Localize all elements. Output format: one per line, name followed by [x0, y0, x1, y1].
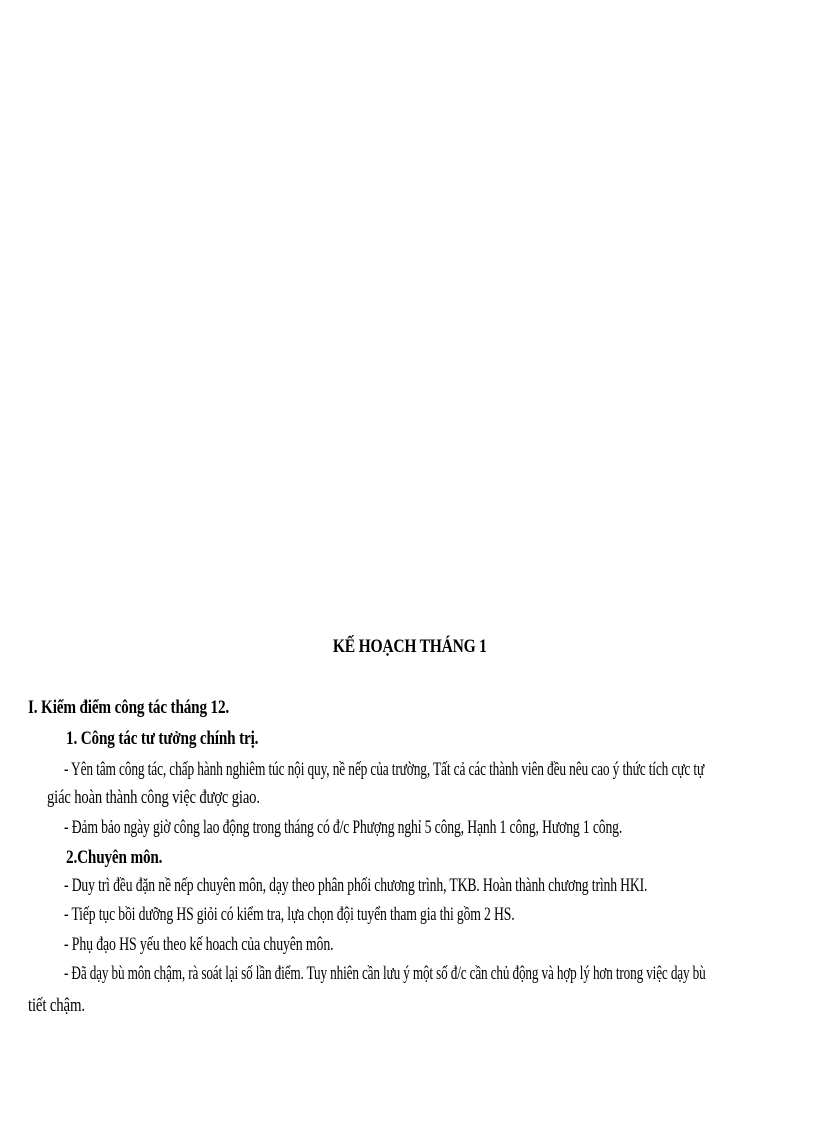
paragraph-line: giác hoàn thành công việc được giao.	[47, 787, 260, 808]
subsection-heading-2: 2.Chuyên môn.	[66, 847, 163, 868]
list-item: - Duy trì đều đặn nề nếp chuyên môn, dạy theo phân phối chương trình, TKB. Hoàn thành chương trình HKI.	[64, 875, 648, 896]
section-heading-1: I. Kiểm điểm công tác tháng 12.	[28, 697, 230, 718]
list-item: - Phụ đạo HS yếu theo kế hoach của chuyên môn.	[64, 934, 334, 955]
subsection-heading-1: 1. Công tác tư tưởng chính trị.	[66, 728, 259, 749]
paragraph-line: - Yên tâm công tác, chấp hành nghiêm túc nội quy, nề nếp của trường, Tất cả các thành viên đều nêu cao ý thức tích cực tự	[64, 759, 705, 780]
paragraph-line: - Đảm bảo ngày giờ công lao động trong tháng có đ/c Phượng nghỉ 5 công, Hạnh 1 công, Hương 1 công.	[64, 817, 623, 838]
document-title: KẾ HOẠCH THÁNG 1	[332, 636, 487, 657]
list-item: - Đã dạy bù môn chậm, rà soát lại số lần điểm. Tuy nhiên cần lưu ý một số đ/c cần chủ động và hợp lý hơn trong việc dạy bù	[64, 963, 706, 984]
list-item: - Tiếp tục bồi dưỡng HS giỏi có kiểm tra, lựa chọn đội tuyển tham gia thi gồm 2 HS.	[64, 904, 515, 925]
list-item: tiết chậm.	[28, 995, 85, 1016]
